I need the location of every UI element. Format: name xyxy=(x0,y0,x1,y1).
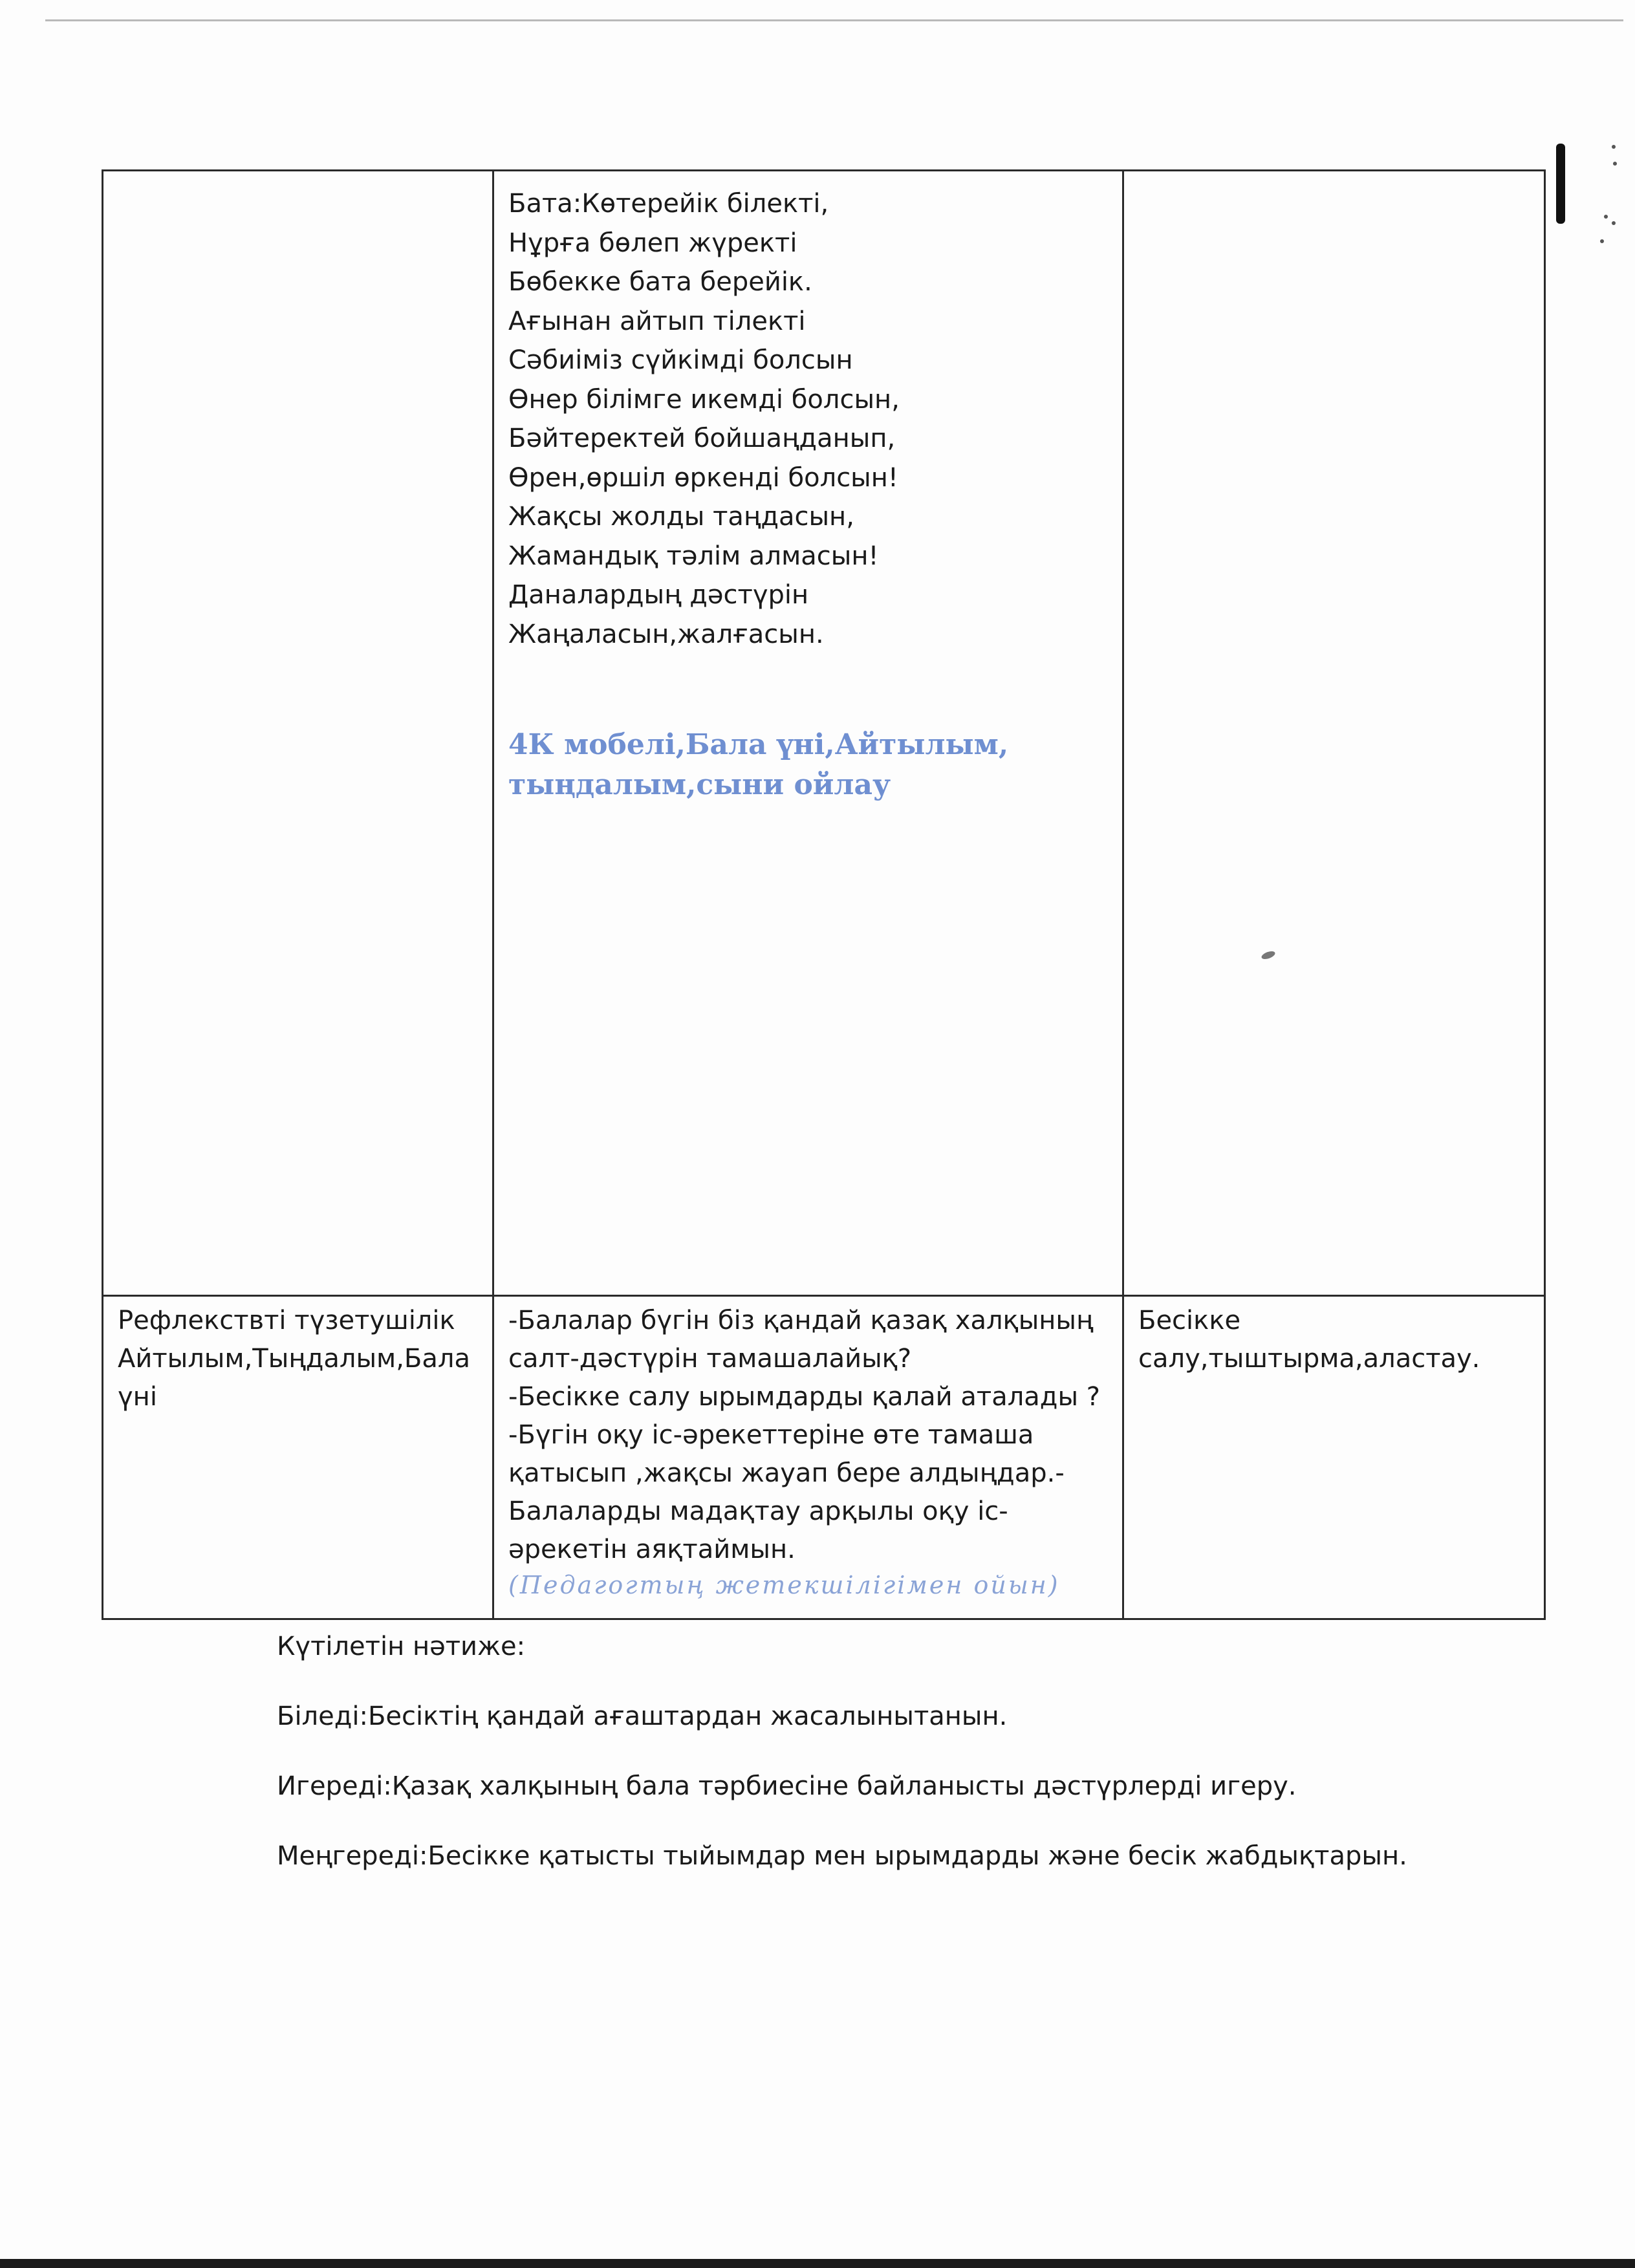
poem-line: Жақсы жолды таңдасын, xyxy=(508,502,854,532)
answer-line: Бесікке xyxy=(1138,1306,1241,1335)
outcome-masters: Игереді:Қазақ халқының бала тәрбиесіне байланысты дәстүрлерді игеру. xyxy=(277,1771,1297,1801)
poem-line: Өрен,өршіл өркенді болсын! xyxy=(508,462,898,493)
skills-line: 4К мобелі,Бала үні,Айтылым, xyxy=(508,728,1009,761)
activity-cell-blessing xyxy=(493,171,1123,1296)
activity-line: -Бесікке салу ырымдарды қалай аталады ? xyxy=(508,1382,1100,1412)
scan-top-edge-line xyxy=(45,19,1623,21)
activity-line: -Балалар бүгін біз қандай қазақ халқының xyxy=(508,1306,1094,1335)
poem-line: Өнер білімге икемді болсын, xyxy=(508,384,900,415)
stage-line: Рефлекствті түзетушілік xyxy=(118,1306,455,1335)
activity-line: салт-дәстүрін тамашалайық? xyxy=(508,1344,912,1374)
table-row-reflection xyxy=(103,1296,1545,1619)
poem-line: Ағынан айтып тілекті xyxy=(508,306,806,336)
poem-line: Даналардың дәстүрін xyxy=(508,580,809,610)
stage-cell-reflection xyxy=(103,1296,493,1619)
activity-cell-reflection xyxy=(493,1296,1123,1619)
scan-margin-mark xyxy=(1556,144,1565,224)
activity-line: -Бүгін оқу іс-әрекеттеріне өте тамаша xyxy=(508,1420,1034,1450)
poem-line: Жаңаласын,жалғасын. xyxy=(508,619,824,649)
poem-line: Бөбекке бата берейік. xyxy=(508,267,812,297)
activity-line: Балаларды мадақтау арқылы оқу іс- xyxy=(508,1496,1008,1526)
blessing-poem xyxy=(508,177,1108,654)
outcome-acquires: Меңгереді:Бесікке қатысты тыйымдар мен ырымдарды және бесік жабдықтарын. xyxy=(277,1841,1407,1871)
poem-line: Сәбиіміз сүйкімді болсын xyxy=(508,345,853,375)
scan-dust-marks xyxy=(1597,142,1623,272)
stage-cell-empty xyxy=(103,171,493,1296)
table-row-blessing xyxy=(103,171,1545,1296)
outcomes-heading: Күтілетін нәтиже: xyxy=(277,1632,526,1661)
poem-line: Бата:Көтерейік білекті, xyxy=(508,189,829,219)
poem-line: Нұрға бөлеп жүректі xyxy=(508,228,797,258)
skills-line: тыңдалым,сыни ойлау xyxy=(508,768,891,801)
poem-line: Жамандық тәлім алмасын! xyxy=(508,541,879,571)
activity-note: (Педагогтың жетекшілігімен ойын) xyxy=(508,1571,1060,1599)
activity-line: қатысып ,жақсы жауап бере алдыңдар.- xyxy=(508,1458,1065,1488)
answer-cell-empty xyxy=(1123,171,1545,1296)
outcome-knows: Біледі:Бесіктің қандай ағаштардан жасалынытанын. xyxy=(277,1701,1008,1731)
answer-cell-reflection xyxy=(1123,1296,1545,1619)
stage-line: Айтылым,Тыңдалым,Бала xyxy=(118,1344,470,1374)
expected-outcomes xyxy=(277,1628,1407,1874)
activity-line: әрекетін аяқтаймын. xyxy=(508,1535,796,1564)
answer-line: салу,тыштырма,аластау. xyxy=(1138,1344,1480,1374)
scan-bottom-edge xyxy=(0,2259,1635,2268)
lesson-table xyxy=(102,169,1546,1620)
stage-line: үні xyxy=(118,1382,157,1412)
poem-line: Бәйтеректей бойшаңданып, xyxy=(508,424,896,453)
skills-note xyxy=(508,725,1108,805)
